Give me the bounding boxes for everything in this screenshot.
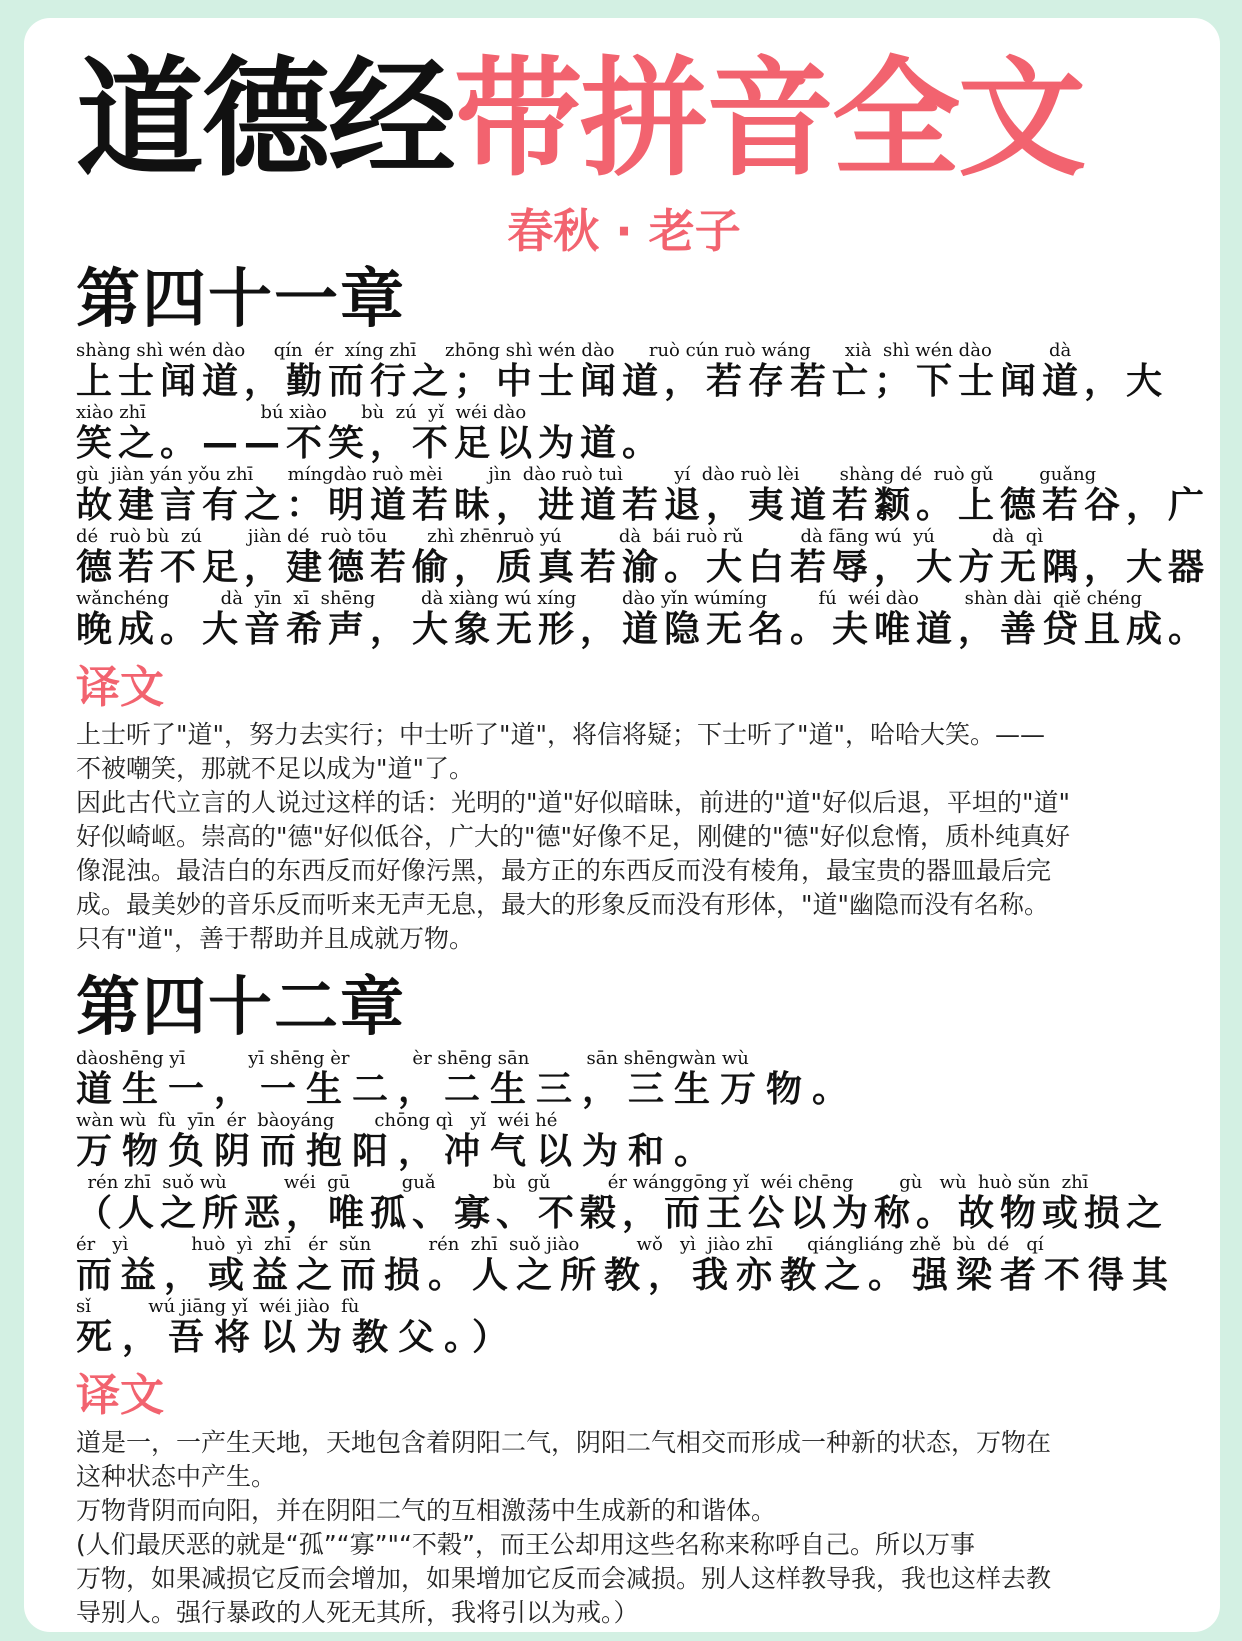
translation-line: 万物，如果减损它反而会增加，如果增加它反而会减损。别人这样教导我，我也这样去教 (76, 1564, 1052, 1593)
title-red: 带拼音全文 (454, 45, 1085, 194)
text-line (76, 1110, 1172, 1172)
text-line (76, 1234, 1177, 1296)
chapter-42-translation (76, 1426, 1172, 1630)
title-black: 道德经 (76, 45, 455, 194)
hanzi-line: 晚成。大音希声，大象无形，道隐无名。夫唯道，善贷且成。 (76, 609, 1211, 650)
hanzi-line: 德若不足，建德若偷，质真若渝。大白若辱，大方无隅，大器 (76, 547, 1211, 588)
text-line (76, 1296, 1172, 1358)
translation-line: 因此古代立言的人说过这样的话：光明的"道"好似暗昧，前进的"道"好似后退，平坦的"道" (76, 788, 1070, 817)
text-line (76, 1048, 1172, 1110)
text-line (76, 588, 1211, 650)
hanzi-line: （人之所恶，唯孤、寡、不榖，而王公以为称。故物或损之 (76, 1193, 1169, 1234)
translation-line: 上士听了"道"，努力去实行；中士听了"道"，将信将疑；下士听了"道"，哈哈大笑。—— (76, 720, 1045, 749)
hanzi-line: 而益，或益之而损。人之所教，我亦教之。强梁者不得其 (76, 1255, 1177, 1296)
pinyin-line: wàn wù fù yīn ér bàoyáng chōng qì yǐ wéi hé (76, 1110, 558, 1131)
hanzi-line: 死，吾将以为教父。） (76, 1317, 519, 1358)
chapter-41-text (76, 340, 1211, 650)
translation-line: 像混浊。最洁白的东西反而好像污黑，最方正的东西反而没有棱角，最宝贵的器皿最后完 (76, 856, 1052, 885)
chapter-41-translation (76, 718, 1172, 956)
translation-line: 道是一，一产生天地，天地包含着阴阳二气，阴阳二气相交而形成一种新的状态，万物在 (76, 1428, 1052, 1457)
page-title (76, 40, 1172, 200)
pinyin-line: wǎnchéng dà yīn xī shēng dà xiàng wú xíng dào yǐn wúmíng fú wéi dào shàn dài qiě chéng (76, 588, 1143, 609)
translation-label: 译文 (76, 662, 164, 713)
text-line (76, 340, 1172, 402)
pinyin-line: dé ruò bù zú jiàn dé ruò tōu zhì zhēnruò yú dà bái ruò rǔ dà fāng wú yú dà qì (76, 526, 1044, 547)
pinyin-line: ér yì huò yì zhī ér sǔn rén zhī suǒ jiào wǒ yì jiào zhī qiángliáng zhě bù dé qí (76, 1234, 1044, 1255)
translation-line: 这种状态中产生。 (76, 1462, 277, 1491)
text-line (76, 464, 1211, 526)
chapter-42-heading: 第四十二章 (76, 971, 406, 1045)
chapter-42-text (76, 1048, 1177, 1358)
translation-line: (人们最厌恶的就是“孤”“寡”"“不榖”，而王公却用这些名称来称呼自己。所以万事 (76, 1530, 975, 1559)
pinyin-line: gù jiàn yán yǒu zhī míngdào ruò mèi jìn dào ruò tuì yí dào ruò lèi shàng dé ruò gǔ guǎng (76, 464, 1097, 485)
text-line (76, 526, 1211, 588)
translation-label: 译文 (76, 1370, 164, 1421)
pinyin-line: dàoshēng yī yī shēng èr èr shēng sān sān shēngwàn wù (76, 1048, 749, 1069)
chapter-41-heading: 第四十一章 (76, 263, 406, 337)
author-subtitle: 春秋 · 老子 (507, 204, 741, 258)
hanzi-line: 笑之。——不笑，不足以为道。 (76, 423, 665, 464)
hanzi-line: 故建言有之：明道若昧，进道若退，夷道若颣。上德若谷，广 (76, 485, 1211, 526)
hanzi-line: 道生一，一生二，二生三，三生万物。 (76, 1069, 859, 1110)
hanzi-line: 上士闻道，勤而行之；中士闻道，若存若亡；下士闻道，大 (76, 361, 1169, 402)
content-card (24, 18, 1220, 1632)
pinyin-line: sǐ wú jiāng yǐ wéi jiào fù (76, 1296, 360, 1317)
pinyin-line: rén zhī suǒ wù wéi gū guǎ bù gǔ ér wánggōng yǐ wéi chēng gù wù huò sǔn zhī (76, 1172, 1089, 1193)
pinyin-line: xiào zhī bú xiào bù zú yǐ wéi dào (76, 402, 527, 423)
text-line (76, 402, 1172, 464)
translation-line: 好似崎岖。崇高的"德"好似低谷，广大的"德"好像不足，刚健的"德"好似怠惰，质朴纯真好 (76, 822, 1070, 851)
hanzi-line: 万物负阴而抱阳，冲气以为和。 (76, 1131, 721, 1172)
translation-line: 不被嘲笑，那就不足以成为"道"了。 (76, 754, 474, 783)
translation-line: 成。最美妙的音乐反而听来无声无息，最大的形象反而没有形体，"道"幽隐而没有名称。 (76, 890, 1050, 919)
translation-line: 万物背阴而向阳，并在阴阳二气的互相激荡中生成新的和谐体。 (76, 1496, 777, 1525)
translation-line: 只有"道"，善于帮助并且成就万物。 (76, 924, 474, 953)
pinyin-line: shàng shì wén dào qín ér xíng zhī zhōng shì wén dào ruò cún ruò wáng xià shì wén dào dà (76, 340, 1072, 361)
translation-line: 导别人。强行暴政的人死无其所，我将引以为戒。） (76, 1598, 639, 1627)
text-line (76, 1172, 1172, 1234)
